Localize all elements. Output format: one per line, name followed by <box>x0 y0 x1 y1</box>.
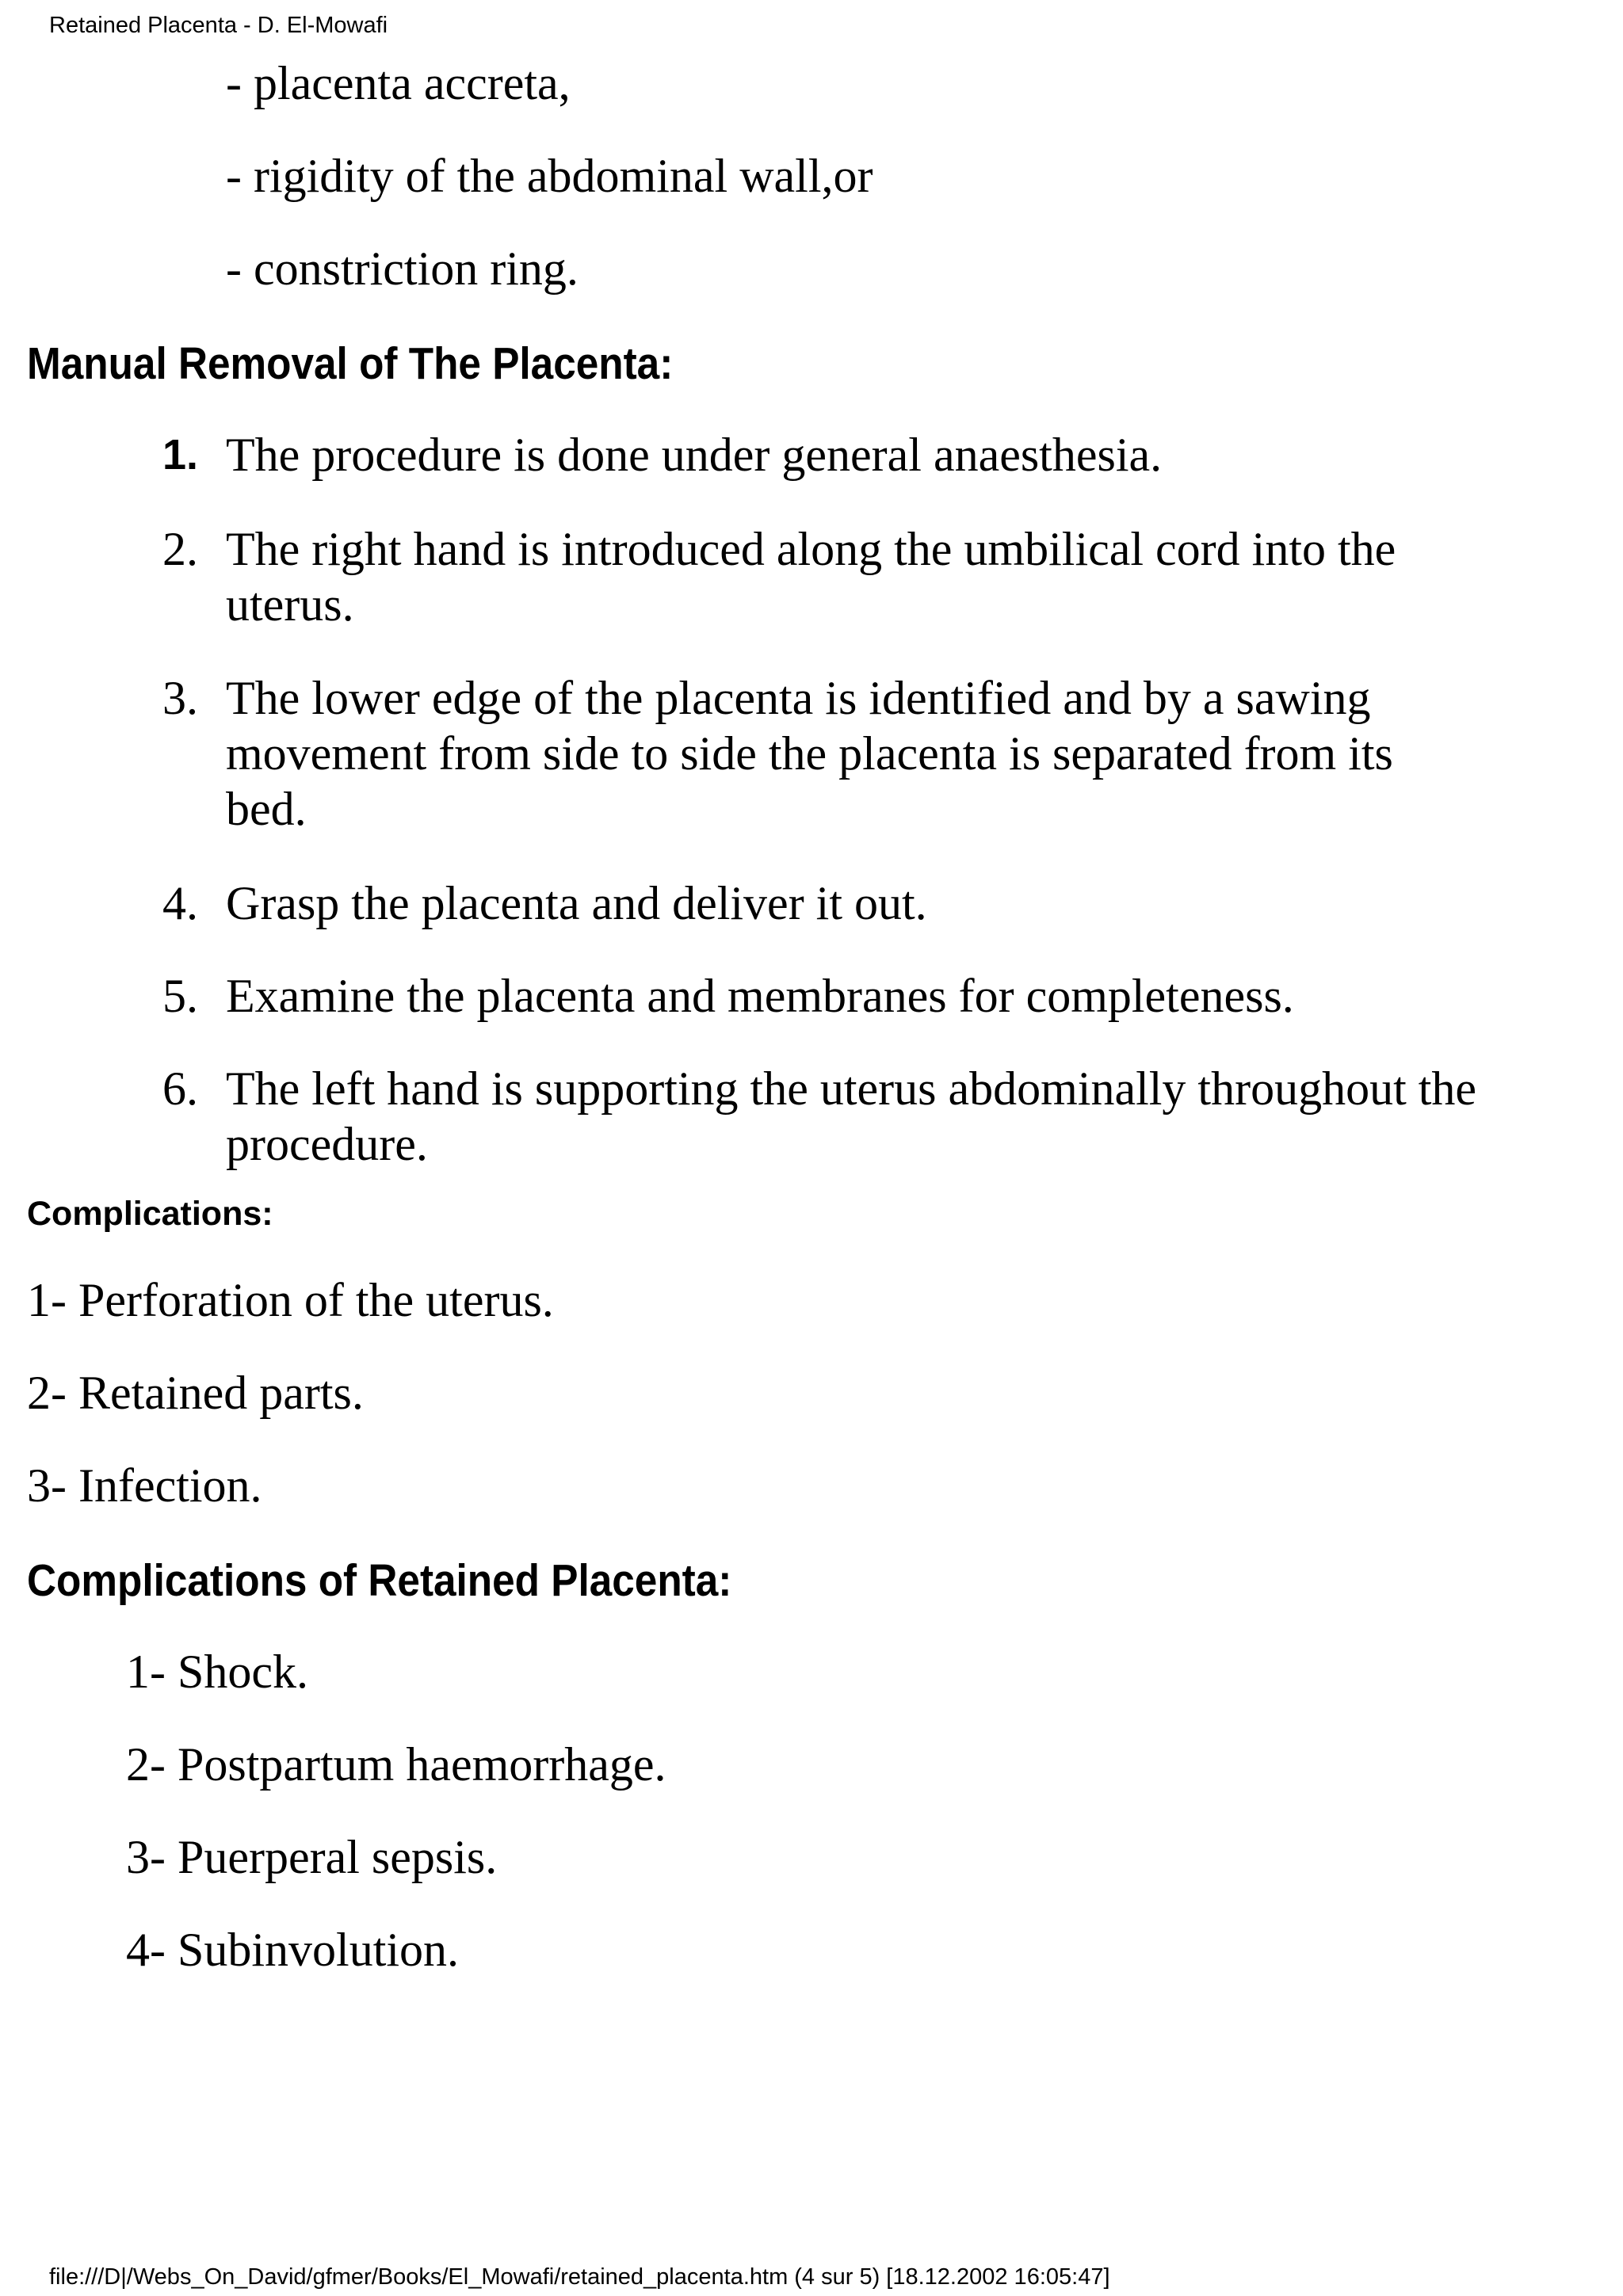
step-number: 5. <box>162 970 198 1022</box>
list-item: 2- Retained parts. <box>27 1367 364 1419</box>
list-item: 1- Shock. <box>126 1646 308 1698</box>
list-item: 1- Perforation of the uterus. <box>27 1274 554 1326</box>
list-item: 2- Postpartum haemorrhage. <box>126 1738 666 1791</box>
page-footer-path: file:///D|/Webs_On_David/gfmer/Books/El_Mowafi/retained_placenta.htm (4 sur 5) [18.12.2002 16:05:47] <box>49 2264 1110 2290</box>
step-number: 2. <box>162 523 198 575</box>
list-item: - constriction ring. <box>226 242 579 295</box>
step-text: The right hand is introduced along the umbilical cord into the uterus. <box>226 523 1396 631</box>
list-item: - placenta accreta, <box>226 57 571 109</box>
step-text: The procedure is done under general anaesthesia. <box>226 429 1163 481</box>
page-header-title: Retained Placenta - D. El-Mowafi <box>49 13 388 38</box>
step-number: 6. <box>162 1062 198 1115</box>
step-number: 1. <box>162 431 198 479</box>
step-number: 3. <box>162 672 198 724</box>
step-text: The left hand is supporting the uterus abdominally throughout the procedure. <box>226 1062 1477 1170</box>
step-text: Examine the placenta and membranes for completeness. <box>226 970 1294 1022</box>
list-item: - rigidity of the abdominal wall,or <box>226 150 873 202</box>
step-text: Grasp the placenta and deliver it out. <box>226 877 927 929</box>
step-text: The lower edge of the placenta is identified and by a sawing movement from side to side the placenta is separated from its bed. <box>226 672 1393 835</box>
step-number: 4. <box>162 877 198 929</box>
section-heading-complications: Complications: <box>27 1195 273 1233</box>
section-heading-complications-retained: Complications of Retained Placenta: <box>27 1555 732 1606</box>
list-item: 4- Subinvolution. <box>126 1924 460 1976</box>
list-item: 3- Infection. <box>27 1459 262 1512</box>
section-heading-manual-removal: Manual Removal of The Placenta: <box>27 338 674 389</box>
list-item: 3- Puerperal sepsis. <box>126 1831 498 1883</box>
